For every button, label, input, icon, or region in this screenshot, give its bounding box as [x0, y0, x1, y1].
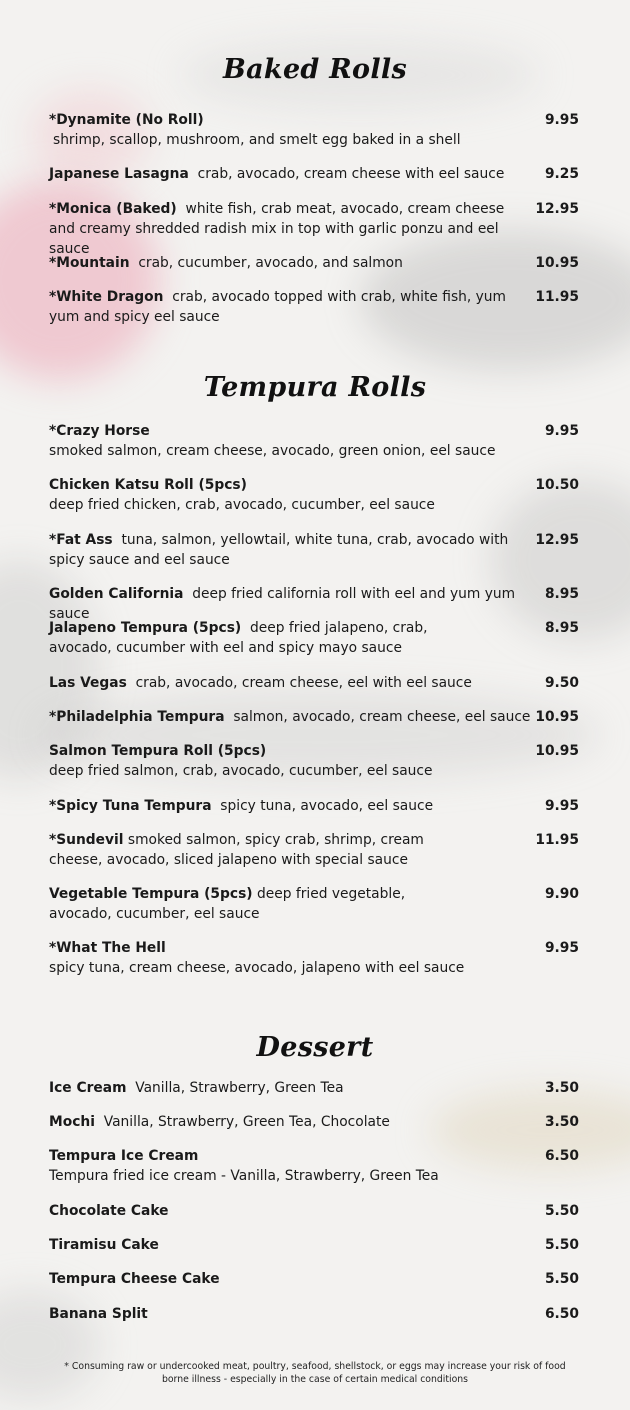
item-name: *Monica (Baked) — [49, 201, 177, 217]
item-description: smoked salmon, spicy crab, shrimp, cream cheese, avocado, sliced jalapeno with special sauce — [49, 832, 424, 868]
item-price: 9.25 — [544, 166, 579, 182]
item-description: spicy tuna, cream cheese, avocado, jalapeno with eel sauce — [49, 960, 465, 976]
menu-item — [49, 938, 581, 978]
item-description: deep fried chicken, crab, avocado, cucumber, eel sauce — [49, 497, 435, 513]
menu-item — [49, 673, 581, 693]
item-name: *Mountain — [49, 255, 130, 271]
item-name: *Spicy Tuna Tempura — [49, 798, 212, 814]
item-name: *Crazy Horse — [49, 423, 150, 439]
item-price: 9.95 — [544, 940, 579, 956]
item-price: 5.50 — [544, 1271, 579, 1287]
menu-item — [49, 199, 581, 259]
item-price: 3.50 — [544, 1114, 579, 1130]
menu-item — [49, 530, 581, 570]
item-price: 10.95 — [535, 709, 579, 725]
menu-item — [49, 796, 581, 816]
item-description: salmon, avocado, cream cheese, eel sauce — [233, 709, 531, 725]
item-name: Tempura Cheese Cake — [49, 1271, 220, 1287]
menu-item — [49, 1201, 581, 1221]
item-description: crab, avocado topped with crab, white fish, yum yum and spicy eel sauce — [49, 289, 506, 325]
item-description: crab, avocado, cream cheese with eel sauce — [197, 166, 505, 182]
item-name: *What The Hell — [49, 940, 166, 956]
item-description: shrimp, scallop, mushroom, and smelt egg baked in a shell — [53, 132, 461, 148]
item-price: 5.50 — [544, 1203, 579, 1219]
menu-item — [49, 830, 581, 870]
item-description: deep fried salmon, crab, avocado, cucumber, eel sauce — [49, 763, 433, 779]
menu-item — [49, 164, 581, 184]
item-price: 6.50 — [544, 1148, 579, 1164]
item-description: Vanilla, Strawberry, Green Tea — [135, 1080, 344, 1096]
menu-item — [49, 1235, 581, 1255]
item-description: Vanilla, Strawberry, Green Tea, Chocolate — [103, 1114, 390, 1130]
item-price: 12.95 — [535, 201, 579, 217]
item-price: 10.50 — [535, 477, 579, 493]
item-name: Golden California — [49, 586, 184, 602]
item-description: deep fried vegetable, avocado, cucumber, eel sauce — [49, 886, 406, 922]
item-name: Ice Cream — [49, 1080, 127, 1096]
menu-item — [49, 1269, 581, 1289]
item-name: Chocolate Cake — [49, 1203, 169, 1219]
item-price: 11.95 — [535, 832, 579, 848]
menu-item — [49, 287, 581, 327]
item-name: Jalapeno Tempura (5pcs) — [49, 620, 242, 636]
item-description: spicy tuna, avocado, eel sauce — [220, 798, 434, 814]
item-name: Mochi — [49, 1114, 95, 1130]
item-price: 9.95 — [544, 798, 579, 814]
item-description: Tempura fried ice cream - Vanilla, Strawberry, Green Tea — [49, 1168, 439, 1184]
item-name: Las Vegas — [49, 675, 127, 691]
item-name: Tempura Ice Cream — [49, 1148, 199, 1164]
item-price: 9.90 — [544, 886, 579, 902]
item-name: Vegetable Tempura (5pcs) — [49, 886, 253, 902]
item-name: Japanese Lasagna — [49, 166, 189, 182]
menu-item — [49, 1146, 581, 1186]
menu-item — [49, 253, 581, 273]
item-name: Salmon Tempura Roll (5pcs) — [49, 743, 267, 759]
item-price: 8.95 — [544, 620, 579, 636]
item-name: *White Dragon — [49, 289, 164, 305]
item-price: 9.50 — [544, 675, 579, 691]
menu-item — [49, 421, 581, 461]
item-price: 10.95 — [535, 255, 579, 271]
section-title-baked-rolls: Baked Rolls — [223, 54, 407, 85]
menu-item — [49, 1078, 581, 1098]
item-description: white fish, crab meat, avocado, cream cheese and creamy shredded radish mix in top with garlic ponzu and eel sauce — [49, 201, 505, 257]
item-price: 6.50 — [544, 1306, 579, 1322]
item-name: *Philadelphia Tempura — [49, 709, 225, 725]
item-description: deep fried california roll with eel and yum yum sauce — [49, 586, 516, 622]
item-description: smoked salmon, cream cheese, avocado, green onion, eel sauce — [49, 443, 496, 459]
item-price: 9.95 — [544, 112, 579, 128]
menu-item — [49, 884, 581, 924]
menu-item — [49, 618, 581, 658]
menu-item — [49, 1304, 581, 1324]
item-price: 10.95 — [535, 743, 579, 759]
item-name: *Sundevil — [49, 832, 124, 848]
item-price: 3.50 — [544, 1080, 579, 1096]
menu-item — [49, 475, 581, 515]
menu-item — [49, 110, 581, 150]
item-name: *Fat Ass — [49, 532, 113, 548]
item-name: Chicken Katsu Roll (5pcs) — [49, 477, 247, 493]
section-title-dessert: Dessert — [256, 1032, 374, 1063]
footnote-disclaimer: * Consuming raw or undercooked meat, poultry, seafood, shellstock, or eggs may increase your risk of food borne illness - especially in the case of certain medical conditions — [64, 1361, 566, 1385]
item-description: tuna, salmon, yellowtail, white tuna, crab, avocado with spicy sauce and eel sauce — [49, 532, 509, 568]
item-name: *Dynamite (No Roll) — [49, 112, 204, 128]
section-title-tempura-rolls: Tempura Rolls — [203, 372, 427, 403]
item-name: Banana Split — [49, 1306, 148, 1322]
menu-item — [49, 741, 581, 781]
item-price: 12.95 — [535, 532, 579, 548]
item-price: 5.50 — [544, 1237, 579, 1253]
menu-item — [49, 707, 581, 727]
item-name: Tiramisu Cake — [49, 1237, 159, 1253]
menu-item — [49, 1112, 581, 1132]
item-price: 11.95 — [535, 289, 579, 305]
item-description: crab, avocado, cream cheese, eel with eel sauce — [135, 675, 472, 691]
item-price: 9.95 — [544, 423, 579, 439]
item-price: 8.95 — [544, 586, 579, 602]
item-description: deep fried jalapeno, crab, avocado, cucumber with eel and spicy mayo sauce — [49, 620, 428, 656]
item-description: crab, cucumber, avocado, and salmon — [138, 255, 403, 271]
